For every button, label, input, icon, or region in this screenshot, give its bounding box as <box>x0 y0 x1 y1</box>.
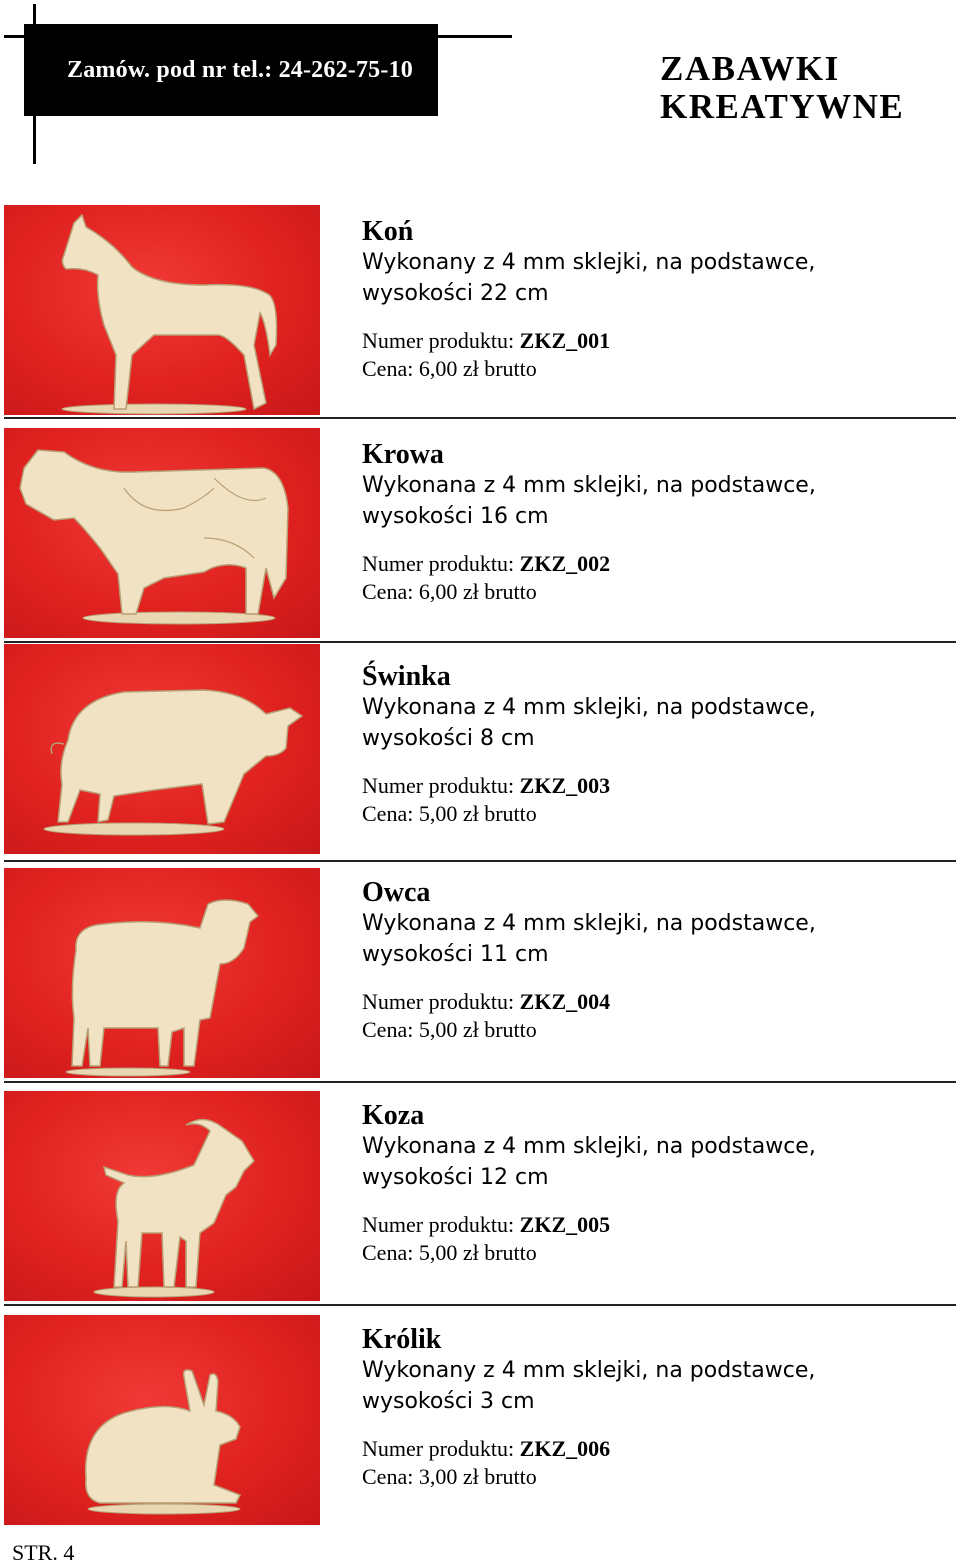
product-description: Wykonany z 4 mm sklejki, na podstawce, wysokości 22 cm <box>362 250 816 306</box>
product-code: Numer produktu: ZKZ_001 <box>362 328 611 353</box>
phone-label: Zamów. pod nr tel.: 24-262-75-10 <box>67 56 413 83</box>
pig-icon <box>4 644 320 854</box>
product-price: Cena: 5,00 zł brutto <box>362 1240 537 1265</box>
page-title: ZABAWKI KREATYWNE <box>660 49 905 126</box>
product-name: Koza <box>362 1100 425 1131</box>
product-meta <box>362 988 922 1044</box>
product-meta <box>362 1435 922 1491</box>
product-info <box>362 878 922 1044</box>
product-code: Numer produktu: ZKZ_006 <box>362 1436 611 1461</box>
divider <box>4 1081 956 1083</box>
rabbit-icon <box>4 1315 320 1525</box>
crop-mark-vertical <box>33 4 36 164</box>
page-number: STR. 4 <box>12 1540 75 1565</box>
divider <box>4 417 956 419</box>
divider <box>4 641 956 643</box>
product-price: Cena: 6,00 zł brutto <box>362 579 537 604</box>
product-description: Wykonana z 4 mm sklejki, na podstawce, wysokości 16 cm <box>362 473 816 529</box>
divider <box>4 860 956 862</box>
product-price: Cena: 3,00 zł brutto <box>362 1464 537 1489</box>
product-meta <box>362 1211 922 1267</box>
product-code: Numer produktu: ZKZ_004 <box>362 989 611 1014</box>
product-info <box>362 662 922 828</box>
product-name: Krowa <box>362 439 444 470</box>
product-meta <box>362 772 922 828</box>
divider <box>4 1304 956 1306</box>
product-code: Numer produktu: ZKZ_002 <box>362 551 611 576</box>
product-name: Koń <box>362 216 414 247</box>
product-description: Wykonana z 4 mm sklejki, na podstawce, wysokości 8 cm <box>362 695 816 751</box>
horse-icon <box>4 205 320 415</box>
crop-mark-horizontal <box>4 35 512 38</box>
product-photo <box>4 428 320 638</box>
product-description: Wykonany z 4 mm sklejki, na podstawce, wysokości 3 cm <box>362 1358 816 1414</box>
product-photo <box>4 644 320 854</box>
product-name: Owca <box>362 877 431 908</box>
product-price: Cena: 5,00 zł brutto <box>362 1017 537 1042</box>
product-meta <box>362 327 922 383</box>
cow-icon <box>4 428 320 638</box>
product-photo <box>4 868 320 1078</box>
product-photo <box>4 1091 320 1301</box>
product-price: Cena: 5,00 zł brutto <box>362 801 537 826</box>
product-description: Wykonana z 4 mm sklejki, na podstawce, wysokości 11 cm <box>362 911 816 967</box>
product-info <box>362 440 922 606</box>
product-description: Wykonana z 4 mm sklejki, na podstawce, wysokości 12 cm <box>362 1134 816 1190</box>
product-photo <box>4 1315 320 1525</box>
product-code: Numer produktu: ZKZ_005 <box>362 1212 611 1237</box>
product-info <box>362 1325 922 1491</box>
goat-icon <box>4 1091 320 1301</box>
product-meta <box>362 550 922 606</box>
product-info <box>362 217 922 383</box>
product-code: Numer produktu: ZKZ_003 <box>362 773 611 798</box>
product-name: Królik <box>362 1324 442 1355</box>
product-price: Cena: 6,00 zł brutto <box>362 356 537 381</box>
product-photo <box>4 205 320 415</box>
product-name: Świnka <box>362 661 451 692</box>
product-info <box>362 1101 922 1267</box>
sheep-icon <box>4 868 320 1078</box>
